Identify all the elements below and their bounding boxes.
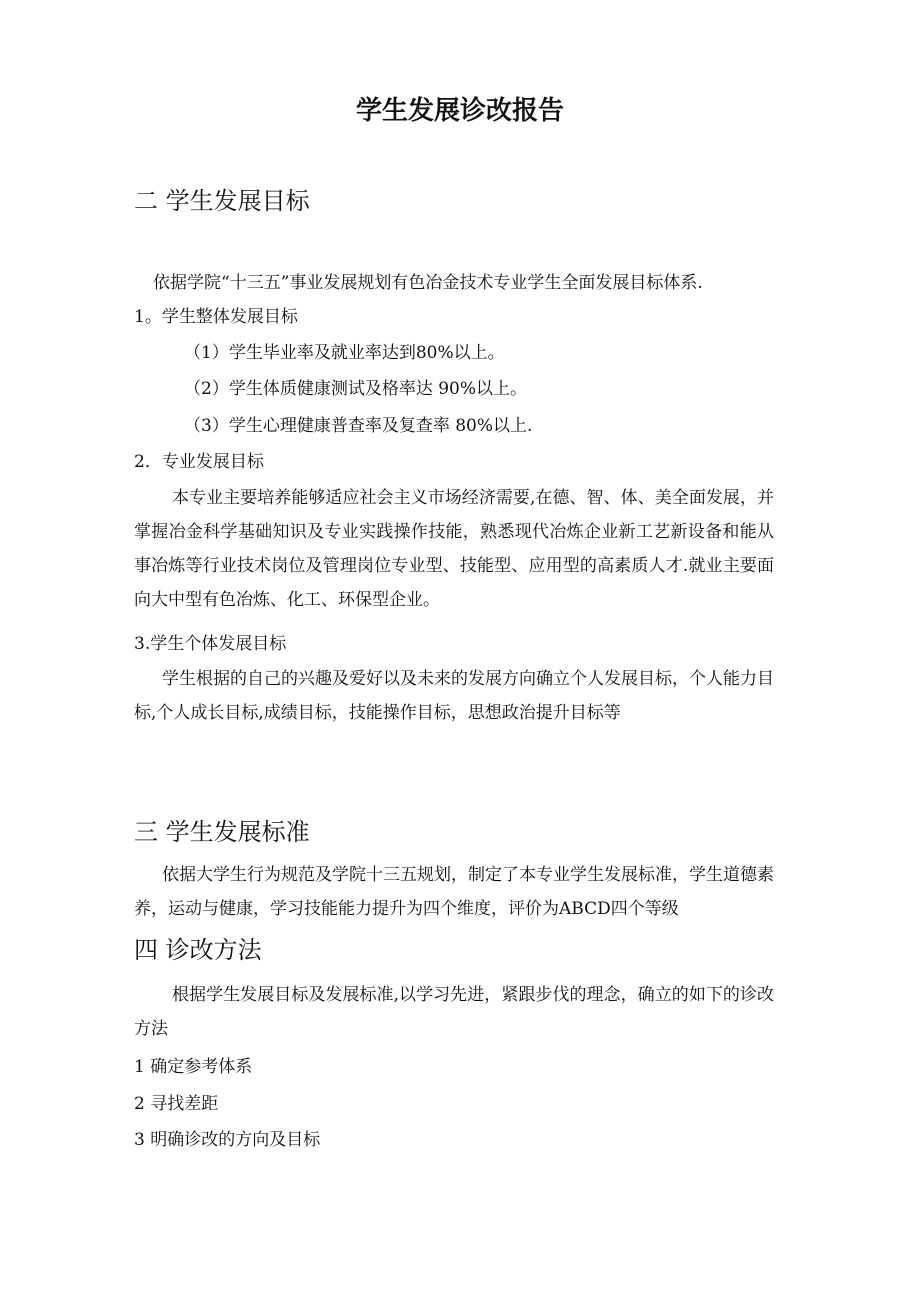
method-step-1: 1 确定参考体系	[134, 1057, 253, 1077]
section-3-body: 依据大学生行为规范及学院十三五规划，制定了本专业学生发展标准，学生道德素养，运动与健康，学习技能能力提升为四个维度，评价为ABCD四个等级	[134, 865, 774, 919]
method-step-3: 3 明确诊改的方向及目标	[134, 1130, 321, 1150]
goal-item-3-body: 学生根据的自己的兴趣及爱好以及未来的发展方向确立个人发展目标，个人能力目标,个人成长目标,成绩目标，技能操作目标，思想政治提升目标等	[134, 669, 774, 723]
goal-item-1: 1。学生整体发展目标	[134, 307, 298, 327]
goal-item-2: 2．专业发展目标	[134, 452, 264, 472]
page-title: 学生发展诊改报告	[355, 96, 564, 126]
section-3-heading: 三 学生发展标准	[134, 818, 310, 846]
goal-item-3: 3.学生个体发展目标	[134, 634, 287, 654]
section-2-intro: 依据学院“十三五”事业发展规划有色冶金技术专业学生全面发展目标体系.	[153, 273, 703, 293]
goal-sub-3: （3）学生心理健康普查率及复查率 80%以上.	[184, 416, 533, 436]
goal-sub-2: （2）学生体质健康测试及格率达 90%以上。	[184, 379, 528, 399]
section-4-heading: 四 诊改方法	[134, 936, 262, 964]
goal-item-2-body: 本专业主要培养能够适应社会主义市场经济需要,在德、智、体、美全面发展，并掌握冶金科学基础知识及专业实践操作技能，熟悉现代冶炼企业新工艺新设备和能从事冶炼等行业技术岗位及管理岗位专业型、技能型、应用型的高素质人才.就业主要面向大中型有色冶炼、化工、环保型企业。	[134, 488, 774, 610]
method-step-2: 2 寻找差距	[134, 1094, 219, 1114]
section-4-body: 根据学生发展目标及发展标准,以学习先进，紧跟步伐的理念，确立的如下的诊改方法	[134, 985, 774, 1039]
section-2-heading: 二 学生发展目标	[134, 187, 310, 215]
goal-sub-1: （1）学生毕业率及就业率达到80%以上。	[184, 343, 505, 363]
